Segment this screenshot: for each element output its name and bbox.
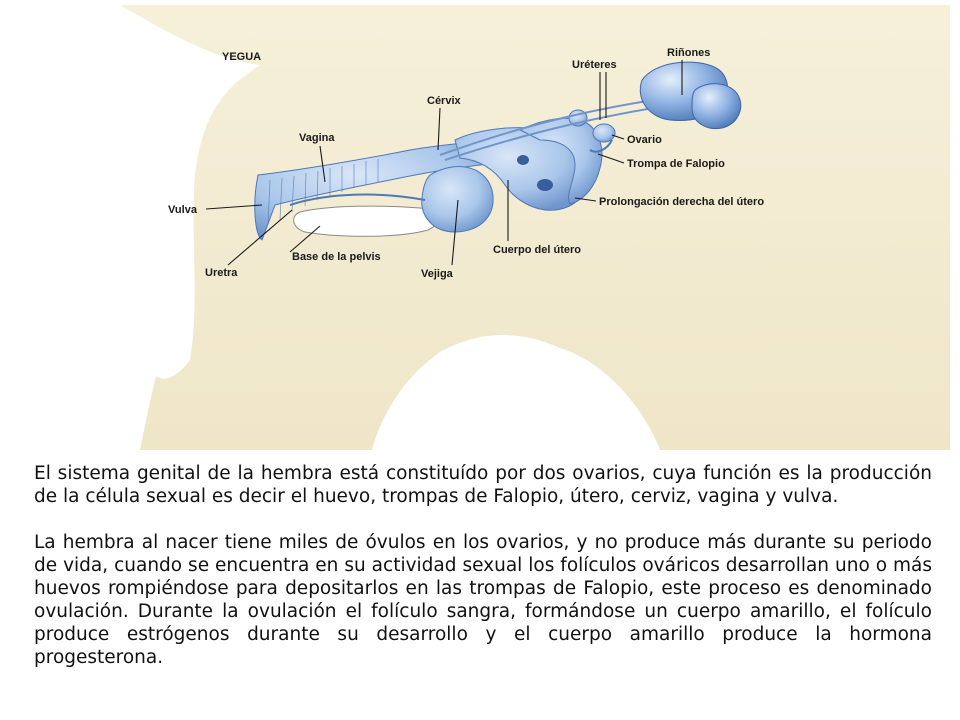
label-base-pelvis: Base de la pelvis (292, 251, 381, 263)
label-prolongacion: Prolongación derecha del útero (599, 196, 765, 208)
label-vejiga: Vejiga (421, 268, 453, 280)
label-rinones: Riñones (667, 47, 711, 59)
paragraph-1: El sistema genital de la hembra está constituído por dos ovarios, cuya función es la producción de la célula sexual es decir el huevo, trompas de Falopio, útero, cerviz, vagina y vulva. (34, 463, 932, 507)
label-vagina: Vagina (299, 132, 335, 144)
ovary-shape (593, 124, 615, 142)
label-cuerpo-utero: Cuerpo del útero (493, 244, 582, 256)
label-trompa: Trompa de Falopio (627, 158, 725, 170)
kidney-shape (692, 84, 741, 129)
label-ovario: Ovario (627, 134, 662, 146)
label-cervix: Cérvix (427, 95, 461, 107)
diagram-title: YEGUA (222, 51, 262, 63)
bladder-shape (422, 167, 493, 232)
uterus-dark-spot (517, 155, 529, 165)
label-uretra: Uretra (205, 267, 238, 279)
paragraph-2: La hembra al nacer tiene miles de óvulos en los ovarios, y no produce más durante su periodo de vida, cuando se encuentra en su actividad sexual los folículos ováricos desarrollan uno o más huevos rompiéndose para depositarlos en las trompas de Falopio, este proceso es denominado ovulación. Durante la ovulación el folículo sangra, formándose un cuerpo amarillo, el folículo produce estrógenos durante su desarrollo y el cuerpo amarillo produce la hormona progesterona. (34, 532, 932, 668)
body-text (34, 462, 932, 692)
label-ureteres: Uréteres (572, 59, 617, 71)
pelvis-base-shape (294, 206, 439, 236)
uterus-dark-spot (537, 179, 553, 191)
label-vulva: Vulva (168, 204, 197, 216)
